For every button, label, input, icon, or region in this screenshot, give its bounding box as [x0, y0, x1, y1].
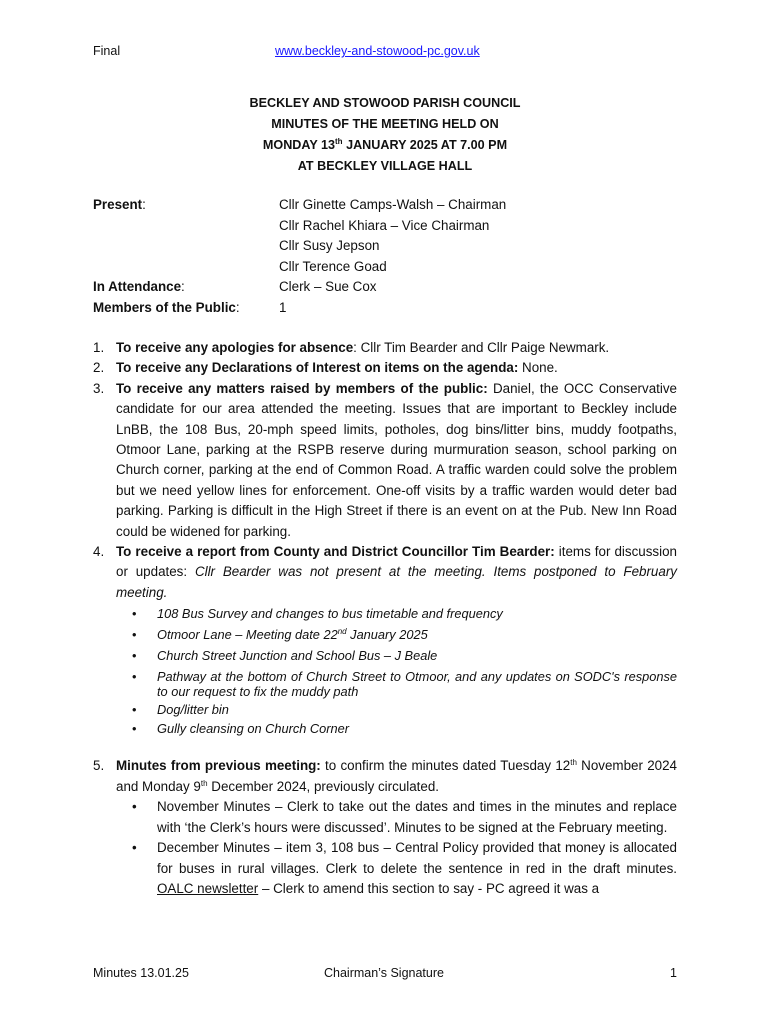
document-title [0, 93, 770, 177]
present-label: Present: [93, 197, 146, 212]
page-header [93, 44, 677, 62]
councillor-report-list [116, 603, 677, 739]
footer-signature: Chairman’s Signature [324, 966, 444, 980]
minute-item-2: 2. To receive any Declarations of Interest on items on the agenda: None. [93, 360, 558, 376]
list-item: • Gully cleansing on Church Corner [132, 721, 350, 737]
minute-item-3: 3. To receive any matters raised by members of the public: Daniel, the OCC Conservative candidate for our area attended the meeting. Issues that are important to Beckley include LnBB, the 108 Bus, 20-mph speed limits, potholes, dog bins/litter bins, muddy footpaths, Otmoor Lane, parking at the RSPB reserve during murmuration season, school parking on Church corner, parking at the end of Common Road. A traffic warden could solve the problem but we need yellow lines for enforcement. One-off visits by a traffic warden would deter bad parking. Parking is difficult in the High Street if there is an event on at the Pub. New Inn Road could be widened for parking. [93, 380, 678, 539]
document-status: Final [93, 44, 121, 58]
minutes-items [93, 338, 677, 900]
present-member: Cllr Ginette Camps-Walsh – Chairman [279, 197, 507, 212]
list-item: • Church Street Junction and School Bus – J Beale [132, 648, 438, 664]
minute-item-4: 4. To receive a report from County and District Councillor Tim Bearder: items for discussion or updates: Cllr Bearder was not present at the meeting. Items postponed to February meeting. [93, 544, 677, 600]
title-venue: AT BECKLEY VILLAGE HALL [297, 159, 473, 173]
public-label: Members of the Public: [93, 299, 240, 315]
in-attendance-label: In Attendance: [93, 279, 185, 294]
page-number: 1 [670, 966, 677, 980]
list-item: • 108 Bus Survey and changes to bus timetable and frequency [132, 606, 503, 622]
public-count: 1 [279, 299, 287, 315]
oalc-newsletter-link[interactable]: OALC newsletter [157, 881, 259, 897]
page-footer [93, 966, 677, 984]
attendance-block [93, 195, 693, 318]
in-attendance-value: Clerk – Sue Cox [279, 279, 377, 294]
minute-item-1: 1. To receive any apologies for absence: Cllr Tim Bearder and Cllr Paige Newmark. [93, 340, 610, 355]
list-item: • Dog/litter bin [132, 702, 229, 718]
previous-minutes-list [116, 797, 677, 900]
title-council: BECKLEY AND STOWOOD PARISH COUNCIL [249, 96, 521, 110]
list-item: • Otmoor Lane – Meeting date 22nd January 2025 [132, 627, 428, 643]
list-item: • December Minutes – item 3, 108 bus – Central Policy provided that money is allocated for buses in rural villages. Clerk to delete the sentence in red in the draft minutes. OALC newsletter – Clerk to amend this section to say - PC agreed it was a [132, 840, 677, 897]
present-member: Cllr Susy Jepson [279, 238, 380, 253]
present-member: Cllr Rachel Khiara – Vice Chairman [279, 217, 490, 233]
minute-item-5: 5. Minutes from previous meeting: to confirm the minutes dated Tuesday 12th November 2024 and Monday 9th December 2024, previously circulated. [93, 758, 677, 794]
list-item: • Pathway at the bottom of Church Street to Otmoor, and any updates on SODC's response to our request to fix the muddy path [132, 669, 677, 700]
title-date: MONDAY 13th JANUARY 2025 AT 7.00 PM [262, 137, 508, 152]
footer-minutes-date: Minutes 13.01.25 [93, 966, 189, 980]
website-link[interactable]: www.beckley-and-stowood-pc.gov.uk [275, 44, 480, 58]
present-member: Cllr Terence Goad [279, 258, 387, 274]
title-minutes: MINUTES OF THE MEETING HELD ON [271, 117, 499, 131]
list-item: • November Minutes – Clerk to take out the dates and times in the minutes and replace with ‘the Clerk’s hours were discussed’. Minutes to be signed at the February meeting. [132, 799, 677, 835]
